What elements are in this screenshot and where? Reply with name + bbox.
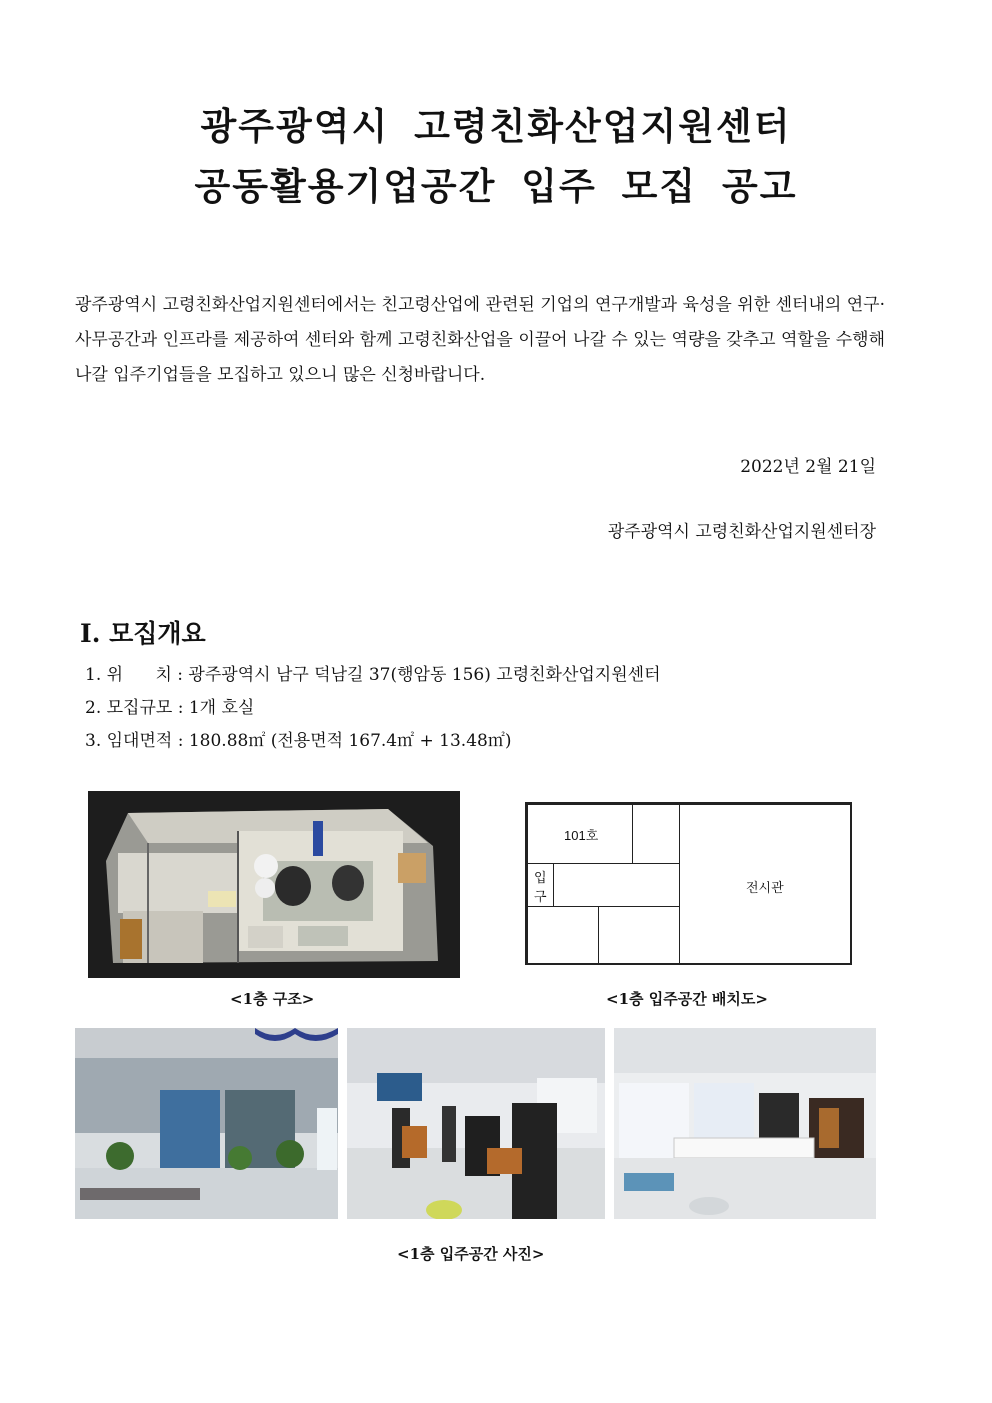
layout-caption: <1층 입주공간 배치도> [606, 990, 768, 1008]
notice-date: 2022년 2월 21일 [740, 457, 876, 477]
overview-item-scale: 2. 모집규모 : 1개 호실 [85, 698, 255, 718]
plan-entrance [527, 863, 554, 907]
photos-caption: <1층 입주공간 사진> [397, 1245, 545, 1263]
equipment-photo-1 [347, 1028, 605, 1219]
plan-entrance-label-1: 입 [534, 870, 547, 885]
floor-structure-render [88, 791, 460, 978]
title-line-2: 공동활용기업공간 입주 모집 공고 [194, 164, 798, 208]
plan-room-small [632, 804, 680, 864]
intro-paragraph: 광주광역시 고령친화산업지원센터에서는 친고령산업에 관련된 기업의 연구개발과 육성을 위한 센터내의 연구·사무공간과 인프라를 제공하여 센터와 함께 고령친화산업을 이끌어 나갈 수 있는 역량을 갖추고 역할을 수행해 나갈 입주기업들을 모집하고 있으니 많은 신청바랍니다. [75, 295, 885, 385]
overview-item-area: 3. 임대면적 : 180.88㎡ (전용면적 167.4㎡ + 13.48㎡) [85, 731, 512, 751]
plan-entrance-label-2: 구 [534, 889, 547, 904]
title-line-1: 광주광역시 고령친화산업지원센터 [200, 104, 792, 148]
plan-room-bottom-left [527, 906, 599, 965]
plan-corridor [553, 863, 680, 907]
overview-item-location: 1. 위 치 : 광주광역시 남구 덕남길 37(행암동 156) 고령친화산업지원센터 [85, 665, 661, 685]
section-heading: Ⅰ. 모집개요 [80, 619, 206, 648]
structure-caption: <1층 구조> [230, 990, 315, 1008]
equipment-photo-2 [614, 1028, 876, 1219]
lobby-photo [75, 1028, 338, 1219]
notice-issuer: 광주광역시 고령친화산업지원센터장 [607, 522, 876, 542]
plan-room-bottom-mid [598, 906, 680, 965]
plan-exhibition-label: 전시관 [746, 880, 784, 895]
plan-exhibition-hall [679, 804, 852, 965]
plan-room-101 [527, 804, 633, 864]
floor-layout-plan [525, 802, 852, 965]
plan-room-101-label: 101호 [564, 828, 599, 843]
